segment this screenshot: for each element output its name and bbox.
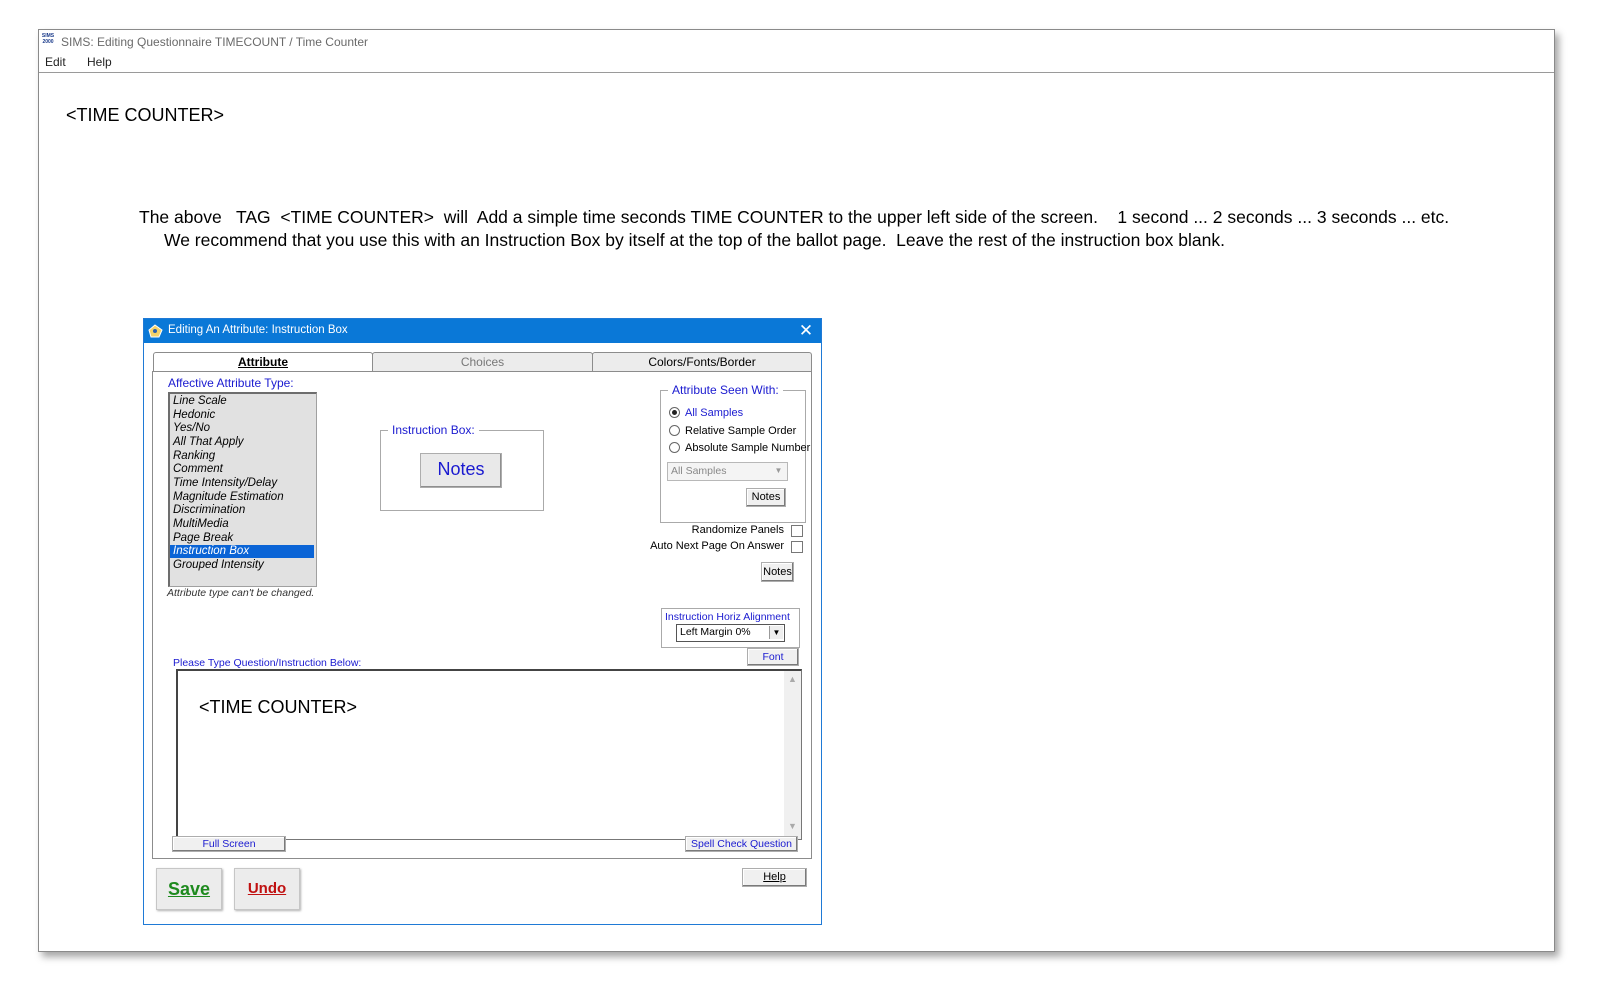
- radio-absolute-label: Absolute Sample Number: [685, 442, 811, 454]
- window-title: SIMS: Editing Questionnaire TIMECOUNT / Time Counter: [61, 35, 369, 49]
- scroll-up-icon[interactable]: ▲: [788, 674, 797, 684]
- auto-next-page-checkbox[interactable]: [791, 541, 803, 553]
- list-item[interactable]: Magnitude Estimation: [173, 491, 284, 503]
- instruction-notes-button[interactable]: Notes: [420, 453, 502, 488]
- menubar: [39, 52, 1554, 73]
- list-item-selected[interactable]: Instruction Box: [170, 545, 314, 558]
- list-item[interactable]: Yes/No: [173, 422, 211, 434]
- question-scrollbar[interactable]: [784, 671, 801, 839]
- tag-heading: <TIME COUNTER>: [66, 105, 225, 125]
- list-item[interactable]: Time Intensity/Delay: [173, 477, 278, 489]
- randomize-panels-checkbox[interactable]: [791, 525, 803, 537]
- radio-absolute-sample-number[interactable]: [669, 442, 680, 453]
- help-button[interactable]: Help: [742, 868, 807, 887]
- edit-attribute-dialog: [143, 318, 822, 925]
- alignment-label: Instruction Horiz Alignment: [665, 611, 790, 623]
- radio-relative-label: Relative Sample Order: [685, 425, 797, 437]
- dialog-title: Editing An Attribute: Instruction Box: [168, 324, 348, 336]
- alignment-value: Left Margin 0%: [680, 626, 751, 638]
- save-button[interactable]: Save: [156, 868, 222, 910]
- dialog-titlebar: [144, 319, 821, 343]
- attribute-type-note: Attribute type can't be changed.: [167, 587, 315, 599]
- list-item[interactable]: Grouped Intensity: [173, 559, 264, 571]
- full-screen-button[interactable]: Full Screen: [172, 836, 286, 852]
- attribute-type-list[interactable]: [168, 392, 317, 587]
- font-button[interactable]: Font: [747, 648, 799, 666]
- list-item[interactable]: Discrimination: [173, 504, 246, 516]
- menu-edit[interactable]: Edit: [45, 55, 66, 69]
- tab-choices[interactable]: [372, 352, 593, 372]
- chevron-down-icon: ▼: [769, 626, 783, 639]
- question-label: Please Type Question/Instruction Below:: [173, 657, 362, 669]
- randomize-panels-label: Randomize Panels: [691, 524, 784, 536]
- list-item[interactable]: Page Break: [173, 532, 234, 544]
- samples-select-value: All Samples: [671, 465, 727, 477]
- tab-attribute[interactable]: Attribute: [153, 352, 373, 373]
- description-line-2: We recommend that you use this with an Instruction Box by itself at the top of the ballot page. Leave the rest of the instruction box blank.: [164, 230, 1225, 250]
- undo-button[interactable]: Undo: [234, 868, 300, 910]
- description-line-1: The above TAG <TIME COUNTER> will Add a simple time seconds TIME COUNTER to the upper left side of the screen. 1 second ... 2 seconds ... 3 seconds ... etc.: [139, 207, 1450, 227]
- radio-all-samples[interactable]: [669, 407, 680, 418]
- list-item[interactable]: All That Apply: [173, 436, 244, 448]
- seen-with-notes-button[interactable]: Notes: [746, 488, 786, 507]
- samples-select[interactable]: [667, 462, 788, 481]
- question-text: <TIME COUNTER>: [199, 697, 358, 717]
- list-item[interactable]: MultiMedia: [173, 518, 229, 530]
- list-item[interactable]: Line Scale: [173, 395, 227, 407]
- chevron-down-icon: ▼: [774, 466, 783, 475]
- affective-attribute-type-label: Affective Attribute Type:: [168, 376, 294, 390]
- radio-relative-sample-order[interactable]: [669, 425, 680, 436]
- close-icon[interactable]: ✕: [798, 321, 814, 340]
- radio-all-samples-label: All Samples: [685, 407, 744, 419]
- spell-check-button[interactable]: Spell Check Question: [685, 836, 798, 852]
- scroll-down-icon[interactable]: ▼: [788, 821, 797, 831]
- tab-choices-label: Choices: [460, 355, 505, 369]
- list-item[interactable]: Comment: [173, 463, 223, 475]
- list-item[interactable]: Hedonic: [173, 409, 216, 421]
- dialog-app-icon: [148, 324, 163, 338]
- menu-help[interactable]: Help: [87, 55, 112, 69]
- tab-colors-fonts-border[interactable]: Colors/Fonts/Border: [592, 352, 812, 372]
- alignment-select[interactable]: [676, 624, 785, 642]
- notes-button[interactable]: Notes: [761, 562, 794, 582]
- list-item[interactable]: Ranking: [173, 450, 216, 462]
- sims-app-icon: SIMS 2000: [41, 33, 55, 45]
- attribute-seen-with-legend: Attribute Seen With:: [668, 383, 783, 397]
- instruction-box-legend: Instruction Box:: [388, 423, 479, 437]
- auto-next-page-label: Auto Next Page On Answer: [650, 540, 784, 552]
- window-titlebar: [39, 30, 1554, 52]
- question-textarea[interactable]: [176, 669, 802, 840]
